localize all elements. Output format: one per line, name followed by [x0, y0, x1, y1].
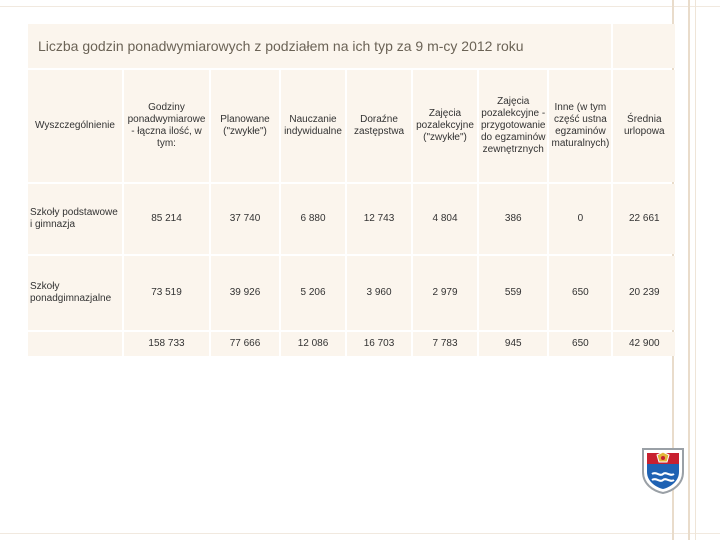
row-label [28, 332, 122, 356]
header-cell: Inne (w tym część ustna egzaminów maturalnych) [549, 70, 611, 182]
frame-decoration-inner [695, 0, 700, 540]
header-cell: Średnia urlopowa [613, 70, 675, 182]
table-row [28, 184, 675, 254]
table-cell: 16 703 [347, 332, 411, 356]
header-row [28, 70, 675, 182]
title-row-empty-cell [613, 24, 675, 68]
table-cell: 73 519 [124, 256, 209, 330]
table-cell: 3 960 [347, 256, 411, 330]
table-cell: 85 214 [124, 184, 209, 254]
header-cell: Zajęcia pozalekcyjne - przygotowanie do egzaminów zewnętrznych [479, 70, 547, 182]
table-cell: 12 743 [347, 184, 411, 254]
header-cell: Nauczanie indywidualne [281, 70, 345, 182]
table-cell: 12 086 [281, 332, 345, 356]
table-cell: 0 [549, 184, 611, 254]
table-cell: 22 661 [613, 184, 675, 254]
table-cell: 650 [549, 332, 611, 356]
frame-line-top [0, 6, 720, 7]
frame-line-bottom [0, 533, 720, 534]
table-cell: 7 783 [413, 332, 477, 356]
table-cell: 20 239 [613, 256, 675, 330]
row-label: Szkoły podstawowe i gimnazja [28, 184, 122, 254]
row-label: Szkoły ponadgimnazjalne [28, 256, 122, 330]
overtime-hours-table [26, 22, 677, 358]
table-cell: 158 733 [124, 332, 209, 356]
table-cell: 39 926 [211, 256, 279, 330]
table-cell: 2 979 [413, 256, 477, 330]
coat-of-arms-icon [640, 446, 686, 494]
table-row [28, 256, 675, 330]
table-cell: 37 740 [211, 184, 279, 254]
table-cell: 559 [479, 256, 547, 330]
table-cell: 4 804 [413, 184, 477, 254]
header-cell: Wyszczególnienie [28, 70, 122, 182]
title-row [28, 24, 675, 68]
table-row-total [28, 332, 675, 356]
header-cell: Zajęcia pozalekcyjne ("zwykłe") [413, 70, 477, 182]
header-cell: Godziny ponadwymiarowe - łączna ilość, w tym: [124, 70, 209, 182]
table-cell: 386 [479, 184, 547, 254]
table-cell: 42 900 [613, 332, 675, 356]
table-cell: 945 [479, 332, 547, 356]
table-cell: 5 206 [281, 256, 345, 330]
table-cell: 6 880 [281, 184, 345, 254]
header-cell: Planowane ("zwykłe") [211, 70, 279, 182]
table-cell: 77 666 [211, 332, 279, 356]
table-cell: 650 [549, 256, 611, 330]
header-cell: Doraźne zastępstwa [347, 70, 411, 182]
table-title: Liczba godzin ponadwymiarowych z podziałem na ich typ za 9 m-cy 2012 roku [28, 24, 611, 68]
